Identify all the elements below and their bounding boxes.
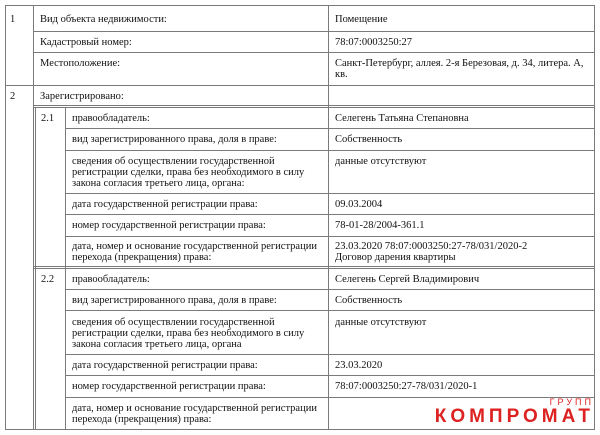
rule [33,52,595,53]
rule [33,266,595,267]
watermark-logo [435,398,594,427]
owner-value: Селегень Сергей Владимирович [335,274,480,285]
property-type-value: Помещение [335,14,388,25]
registration-date-value: 23.03.2020 [335,360,383,371]
rule [33,107,595,108]
rule [65,193,595,194]
rule [35,107,36,429]
cadastral-number-value: 78:07:0003250:27 [335,37,413,48]
rule [594,5,595,430]
registration-number-value: 78:07:0003250:27-78/031/2020-1 [335,381,478,392]
transfer-basis-value: 23.03.2020 78:07:0003250:27-78/031/2020-2 Договор дарения квартиры [335,241,528,263]
cadastral-number-label: Кадастровый номер: [40,37,132,48]
location-value: Санкт-Петербург, аллея. 2-я Березовая, д. 34, литера. А, кв. [335,58,584,80]
row-number: 1 [10,14,16,25]
rule [5,5,595,6]
rule [33,31,595,32]
right-type-label: вид зарегистрированного права, доля в праве: [72,134,277,145]
rule [65,310,595,311]
right-type-value: Собственность [335,295,403,306]
registration-number-label: номер государственной регистрации права: [72,381,266,392]
registration-date-label: дата государственной регистрации права: [72,199,258,210]
registered-label: Зарегистрировано: [40,91,124,102]
owner-label: правообладатель: [72,274,150,285]
transfer-basis-label: дата, номер и основание государственной регистрации перехода (прекращения) права: [72,403,317,425]
consent-info-value: данные отсутствуют [335,317,427,328]
rule [33,268,595,269]
owner-value: Селегень Татьяна Степановна [335,113,469,124]
registration-date-value: 09.03.2004 [335,199,383,210]
owner-label: правообладатель: [72,113,150,124]
consent-info-label: сведения об осуществлении государственной регистрации сделки, права без необходимого в силу закона согласия третьего лица, органа: [72,156,305,189]
registration-date-label: дата государственной регистрации права: [72,360,258,371]
rule [65,150,595,151]
rule [65,397,595,398]
transfer-basis-label: дата, номер и основание государственной регистрации перехода (прекращения) права: [72,241,317,263]
rule [65,214,595,215]
entry-number: 2.1 [41,113,55,124]
entry-number: 2.2 [41,274,55,285]
right-type-value: Собственность [335,134,403,145]
rule [33,5,34,430]
consent-info-label: сведения об осуществлении государственной регистрации сделки, права без необходимого в силу закона согласия третьего лица, органа [72,317,305,350]
watermark-big-text: КОМПРОМАТ [434,406,594,427]
rule [65,375,595,376]
rule [5,85,595,86]
consent-info-value: данные отсутствуют [335,156,427,167]
rule [65,289,595,290]
row-number: 2 [10,91,16,102]
rule [5,5,6,430]
rule [328,5,329,430]
registration-number-value: 78-01-28/2004-361.1 [335,220,425,231]
rule [65,236,595,237]
rule [65,354,595,355]
watermark-small-text: ГРУПП [549,397,594,407]
property-type-label: Вид объекта недвижимости: [40,14,167,25]
rule [33,105,595,106]
location-label: Местоположение: [40,58,121,69]
right-type-label: вид зарегистрированного права, доля в праве: [72,295,277,306]
rule [65,107,66,429]
registration-number-label: номер государственной регистрации права: [72,220,266,231]
rule [5,429,595,430]
rule [65,128,595,129]
